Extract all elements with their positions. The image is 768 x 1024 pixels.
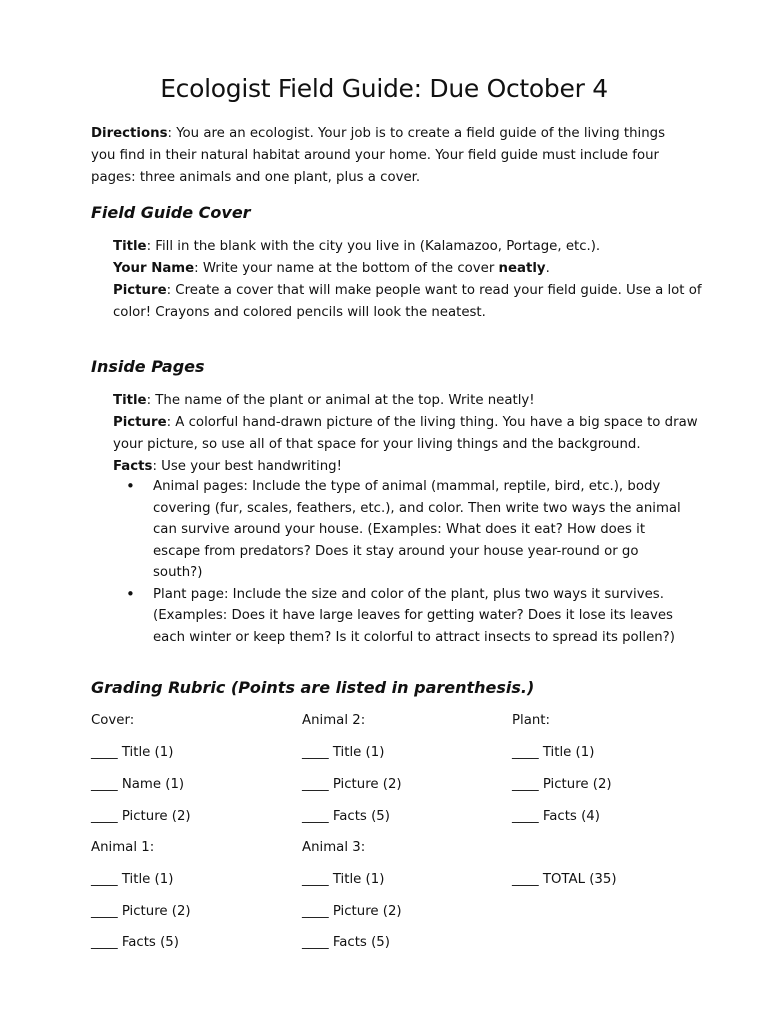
inside-picture-text: : A colorful hand-drawn picture of the living thing. You have a big space to draw your picture, so use all of that space for your living things and the background.: [113, 415, 698, 452]
inside-picture-line: [113, 412, 703, 456]
rubric-blank: ____: [302, 809, 329, 824]
rubric-animal1-title: ____ Title (1): [91, 872, 174, 887]
rubric-plant-title: ____ Title (1): [512, 745, 595, 760]
rubric-blank: ____: [512, 872, 539, 887]
rubric-blank: ____: [302, 777, 329, 792]
rubric-animal1-label: Animal 1:: [91, 840, 155, 855]
facts-bullet-list: [126, 476, 686, 648]
cover-name-label: Your Name: [113, 261, 195, 276]
rubric-cover-picture: ____ Picture (2): [91, 809, 191, 824]
inside-facts-line: [113, 456, 703, 478]
rubric-heading: Grading Rubric (Points are listed in parenthesis.): [91, 678, 535, 697]
inside-heading: Inside Pages: [91, 357, 205, 376]
rubric-animal2-picture: ____ Picture (2): [302, 777, 402, 792]
rubric-animal3-picture: ____ Picture (2): [302, 904, 402, 919]
cover-picture-text: : Create a cover that will make people want to read your field guide. Use a lot of color! Crayons and colored pencils will look the neatest.: [113, 283, 702, 320]
inside-title-label: Title: [113, 393, 147, 408]
page-title: Ecologist Field Guide: Due October 4: [160, 74, 608, 103]
inside-title-text: : The name of the plant or animal at the top. Write neatly!: [146, 393, 535, 408]
inside-title-line: [113, 390, 703, 412]
rubric-blank: ____: [91, 809, 118, 824]
rubric-cover-title: ____ Title (1): [91, 745, 174, 760]
rubric-animal3-facts: ____ Facts (5): [302, 935, 390, 950]
rubric-blank: ____: [91, 935, 118, 950]
cover-picture-line: [113, 280, 703, 324]
rubric-blank: ____: [91, 777, 118, 792]
cover-section: [113, 236, 703, 324]
cover-name-line: [113, 258, 703, 280]
cover-heading: Field Guide Cover: [91, 203, 251, 222]
rubric-blank: ____: [302, 904, 329, 919]
cover-title-line: [113, 236, 703, 258]
rubric-blank: ____: [91, 904, 118, 919]
inside-facts-text: : Use your best handwriting!: [152, 459, 342, 474]
rubric-blank: ____: [302, 935, 329, 950]
rubric-plant-facts: ____ Facts (4): [512, 809, 600, 824]
rubric-blank: ____: [91, 745, 118, 760]
rubric-animal1-facts: ____ Facts (5): [91, 935, 179, 950]
rubric-total: ____ TOTAL (35): [512, 872, 617, 887]
rubric-cover-label: Cover:: [91, 713, 135, 728]
cover-title-text: : Fill in the blank with the city you live in (Kalamazoo, Portage, etc.).: [146, 239, 601, 254]
rubric-animal2-label: Animal 2:: [302, 713, 366, 728]
inside-section: [113, 390, 703, 478]
cover-title-label: Title: [113, 239, 147, 254]
rubric-animal3-label: Animal 3:: [302, 840, 366, 855]
directions-label: Directions: [91, 126, 168, 141]
rubric-cover-name: ____ Name (1): [91, 777, 185, 792]
rubric-plant-picture: ____ Picture (2): [512, 777, 612, 792]
cover-name-text: : Write your name at the bottom of the cover: [194, 261, 499, 276]
rubric-animal1-picture: ____ Picture (2): [91, 904, 191, 919]
cover-name-emphasis: neatly: [498, 261, 546, 276]
rubric-plant-label: Plant:: [512, 713, 550, 728]
rubric-blank: ____: [512, 809, 539, 824]
rubric-blank: ____: [91, 872, 118, 887]
rubric-animal2-title: ____ Title (1): [302, 745, 385, 760]
inside-facts-label: Facts: [113, 459, 153, 474]
inside-picture-label: Picture: [113, 415, 167, 430]
rubric-blank: ____: [302, 745, 329, 760]
cover-name-end: .: [545, 261, 550, 276]
rubric-blank: ____: [302, 872, 329, 887]
rubric-animal2-facts: ____ Facts (5): [302, 809, 390, 824]
directions-text: : You are an ecologist. Your job is to create a field guide of the living things you find in their natural habitat around your home. Your field guide must include four pages: three animals and one plant, plus a cover.: [91, 126, 665, 185]
cover-picture-label: Picture: [113, 283, 167, 298]
directions-paragraph: [91, 123, 691, 189]
rubric-animal3-title: ____ Title (1): [302, 872, 385, 887]
rubric-blank: ____: [512, 745, 539, 760]
list-item: • Plant page: Include the size and color of the plant, plus two ways it survives. (Examples: Does it have large leaves for getting water? Does it lose its leaves each winter or keep them? Is it colorful to attract insects to spread its pollen?): [126, 584, 686, 649]
list-item: • Animal pages: Include the type of animal (mammal, reptile, bird, etc.), body covering (fur, scales, feathers, etc.), and color. Then write two ways the animal can survive around your house. (Examples: What does it eat? How does it escape from predators? Does it stay around your house year-round or go south?): [126, 476, 686, 584]
rubric-blank: ____: [512, 777, 539, 792]
